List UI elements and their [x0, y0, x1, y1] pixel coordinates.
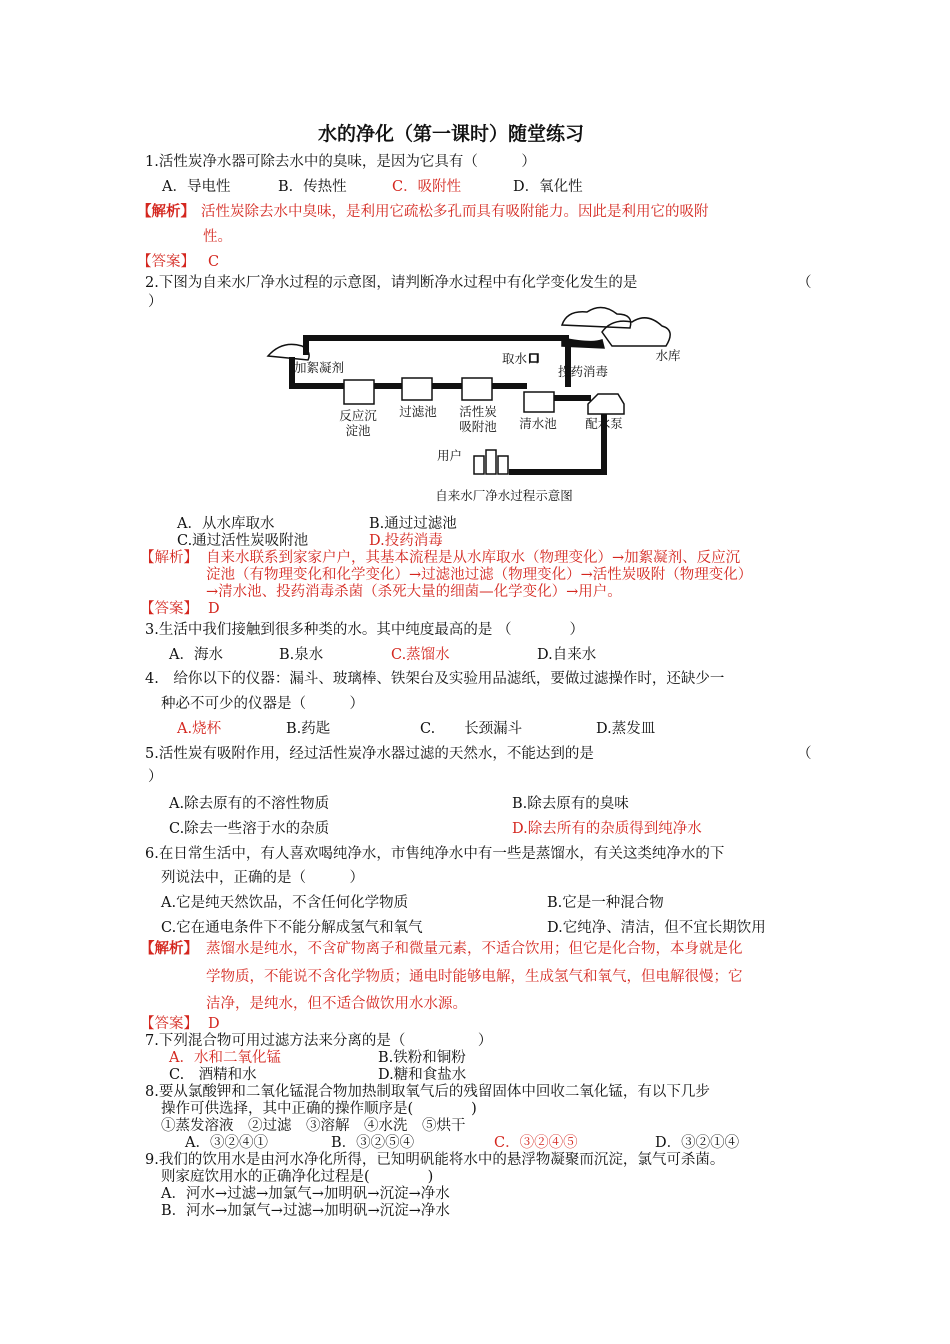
- q6-analysis-line-1: 蒸馏水是纯水，不含矿物离子和微量元素，不适合饮用；但它是化合物，本身就是化: [206, 941, 743, 957]
- label-sediment-2: 淀池: [345, 423, 371, 438]
- q2-paren-open: （: [797, 275, 812, 291]
- q5-paren-close: ）: [148, 769, 163, 785]
- q5-option-d: D.除去所有的杂质得到纯净水: [512, 821, 702, 837]
- q5-paren-open: （: [797, 746, 812, 762]
- q3-option-d: D.自来水: [537, 647, 597, 663]
- q7-option-d: D.糖和食盐水: [378, 1067, 467, 1083]
- question-3-stem: 3.生活中我们接触到很多种类的水。其中纯度最高的是 （ ）: [145, 622, 584, 638]
- q4-option-d: D.蒸发皿: [596, 721, 656, 737]
- carbon-tank: [462, 378, 492, 400]
- water-treatment-diagram: [262, 300, 686, 512]
- question-4-stem-line-1: 4. 给你以下的仪器：漏斗、玻璃棒、铁架台及实验用品滤纸，要做过滤操作时，还缺少一: [145, 671, 725, 687]
- q9-option-b: B．河水→加氯气→过滤→加明矾→沉淀→净水: [161, 1203, 450, 1219]
- label-carbon-2: 吸附池: [459, 419, 497, 434]
- q6-option-c: C.它在通电条件下不能分解成氢气和氧气: [161, 920, 423, 936]
- q5-option-b: B.除去原有的臭味: [512, 796, 629, 812]
- q1-answer-tag: 【答案】: [137, 254, 195, 270]
- label-clear: 清水池: [519, 416, 557, 431]
- q2-paren-close: ）: [148, 294, 163, 310]
- q1-analysis-line-1: 活性炭除去水中臭味，是利用它疏松多孔而具有吸附能力。因此是利用它的吸附: [201, 204, 709, 220]
- main-pipe-top: [306, 338, 566, 352]
- q1-option-c: C．吸附性: [392, 179, 462, 195]
- user-building-2: [486, 450, 496, 474]
- sediment-tank: [344, 380, 374, 404]
- q2-option-b: B.通过过滤池: [369, 516, 457, 532]
- q2-analysis-line-3: →清水池、投药消毒杀菌（杀死大量的细菌—化学变化）→用户。: [206, 584, 622, 600]
- question-8-stem-line-1: 8.要从氯酸钾和二氧化锰混合物加热制取氧气后的残留固体中回收二氧化锰，有以下几步: [145, 1084, 710, 1100]
- label-user: 用户: [436, 448, 462, 463]
- q2-analysis-tag: 【解析】: [140, 550, 198, 566]
- clear-tank: [524, 392, 554, 412]
- question-9-stem-line-1: 9.我们的饮用水是由河水净化所得，已知明矾能将水中的悬浮物凝聚而沉淀，氯气可杀菌。: [145, 1152, 725, 1168]
- q2-option-c: C.通过活性炭吸附池: [177, 533, 309, 549]
- q6-answer: D: [208, 1016, 220, 1032]
- q3-option-c: C.蒸馏水: [391, 647, 450, 663]
- q3-option-a: A．海水: [169, 647, 223, 663]
- label-reservoir: 水库: [655, 348, 681, 363]
- q1-option-a: A．导电性: [162, 179, 231, 195]
- question-6-stem-line-2: 列说法中，正确的是（ ）: [161, 870, 364, 886]
- q4-option-b: B.药匙: [286, 721, 331, 737]
- q2-option-d: D.投药消毒: [369, 533, 443, 549]
- question-5-stem: 5.活性炭有吸附作用，经过活性炭净水器过滤的天然水，不能达到的是: [145, 746, 594, 762]
- q6-option-b: B.它是一种混合物: [547, 895, 664, 911]
- q8-steps: ①蒸发溶液 ②过滤 ③溶解 ④水洗 ⑤烘干: [161, 1118, 466, 1134]
- q2-answer-tag: 【答案】: [140, 601, 198, 617]
- q6-analysis-line-3: 洁净，是纯水，但不适合做饮用水水源。: [206, 996, 467, 1012]
- q5-option-c: C.除去一些溶于水的杂质: [169, 821, 330, 837]
- q6-option-d: D.它纯净、清洁，但不宜长期饮用: [547, 920, 766, 936]
- q9-option-a: A．河水→过滤→加氯气→加明矾→沉淀→净水: [161, 1186, 450, 1202]
- label-carbon-1: 活性炭: [459, 404, 497, 419]
- q8-option-d: D．③②①④: [655, 1135, 740, 1151]
- label-coagulant: 加絮凝剂: [294, 360, 345, 375]
- user-building-3: [498, 456, 508, 474]
- q6-option-a: A.它是纯天然饮品，不含任何化学物质: [161, 895, 409, 911]
- user-building-1: [474, 456, 484, 474]
- q1-analysis-line-2: 性。: [203, 229, 232, 245]
- question-9-stem-line-2: 则家庭饮用水的正确净化过程是( ): [161, 1169, 434, 1185]
- q7-option-c: C. 酒精和水: [169, 1067, 257, 1083]
- q1-option-d: D．氧化性: [513, 179, 583, 195]
- filter-tank: [402, 378, 432, 400]
- q2-option-a: A．从水库取水: [177, 516, 275, 532]
- page-title: 水的净化（第一课时）随堂练习: [318, 123, 585, 145]
- q6-analysis-tag: 【解析】: [140, 940, 198, 957]
- q3-option-b: B.泉水: [279, 647, 324, 663]
- q1-option-b: B．传热性: [278, 179, 347, 195]
- question-8-stem-line-2: 操作可供选择，其中正确的操作顺序是( ): [161, 1101, 477, 1117]
- q6-analysis-line-2: 学物质，不能说不含化学物质；通电时能够电解，生成氢气和氧气，但电解很慢；它: [206, 969, 743, 985]
- pump-house: [588, 394, 624, 414]
- q7-option-a: A．水和二氧化锰: [169, 1050, 281, 1066]
- q8-option-b: B．③②⑤④: [331, 1135, 415, 1151]
- reservoir-cloud-right: [602, 318, 670, 346]
- q2-analysis-line-1: 自来水联系到家家户户，其基本流程是从水库取水（物理变化）→加絮凝剂、反应沉: [206, 550, 741, 566]
- label-filter: 过滤池: [399, 404, 437, 419]
- q2-answer: D: [208, 601, 220, 617]
- q1-analysis-tag: 【解析】: [137, 203, 195, 220]
- q2-analysis-line-2: 淀池（有物理变化和化学变化）→过滤池过滤（物理变化）→活性炭吸附（物理变化）: [206, 567, 753, 583]
- question-7-stem: 7.下列混合物可用过滤方法来分离的是（ ）: [145, 1033, 493, 1049]
- question-4-stem-line-2: 种必不可少的仪器是（ ）: [161, 696, 364, 712]
- q5-option-a: A.除去原有的不溶性物质: [169, 796, 330, 812]
- label-pump: 配水泵: [585, 416, 623, 431]
- mixer-dome: [268, 344, 309, 360]
- q4-option-a: A.烧杯: [177, 721, 222, 737]
- q1-answer: C: [208, 254, 220, 270]
- question-6-stem-line-1: 6.在日常生活中，有人喜欢喝纯净水，市售纯净水中有一些是蒸馏水，有关这类纯净水的下: [145, 846, 725, 862]
- label-intake: 取水口: [502, 351, 540, 366]
- label-disinfect: 投药消毒: [558, 364, 609, 379]
- q6-answer-tag: 【答案】: [140, 1016, 198, 1032]
- diagram-caption: 自来水厂净水过程示意图: [435, 488, 573, 503]
- reservoir-cloud-left: [562, 307, 631, 328]
- q4-option-c: C. 长颈漏斗: [420, 721, 523, 737]
- q8-option-a: A．③②④①: [185, 1135, 268, 1151]
- q8-option-c: C．③②④⑤: [494, 1135, 578, 1151]
- question-1-stem: 1.活性炭净水器可除去水中的臭味，是因为它具有（ ）: [145, 154, 536, 170]
- q7-option-b: B.铁粉和铜粉: [378, 1050, 466, 1066]
- label-sediment-1: 反应沉: [339, 408, 377, 423]
- question-2-stem: 2.下图为自来水厂净水过程的示意图，请判断净水过程中有化学变化发生的是: [145, 275, 638, 291]
